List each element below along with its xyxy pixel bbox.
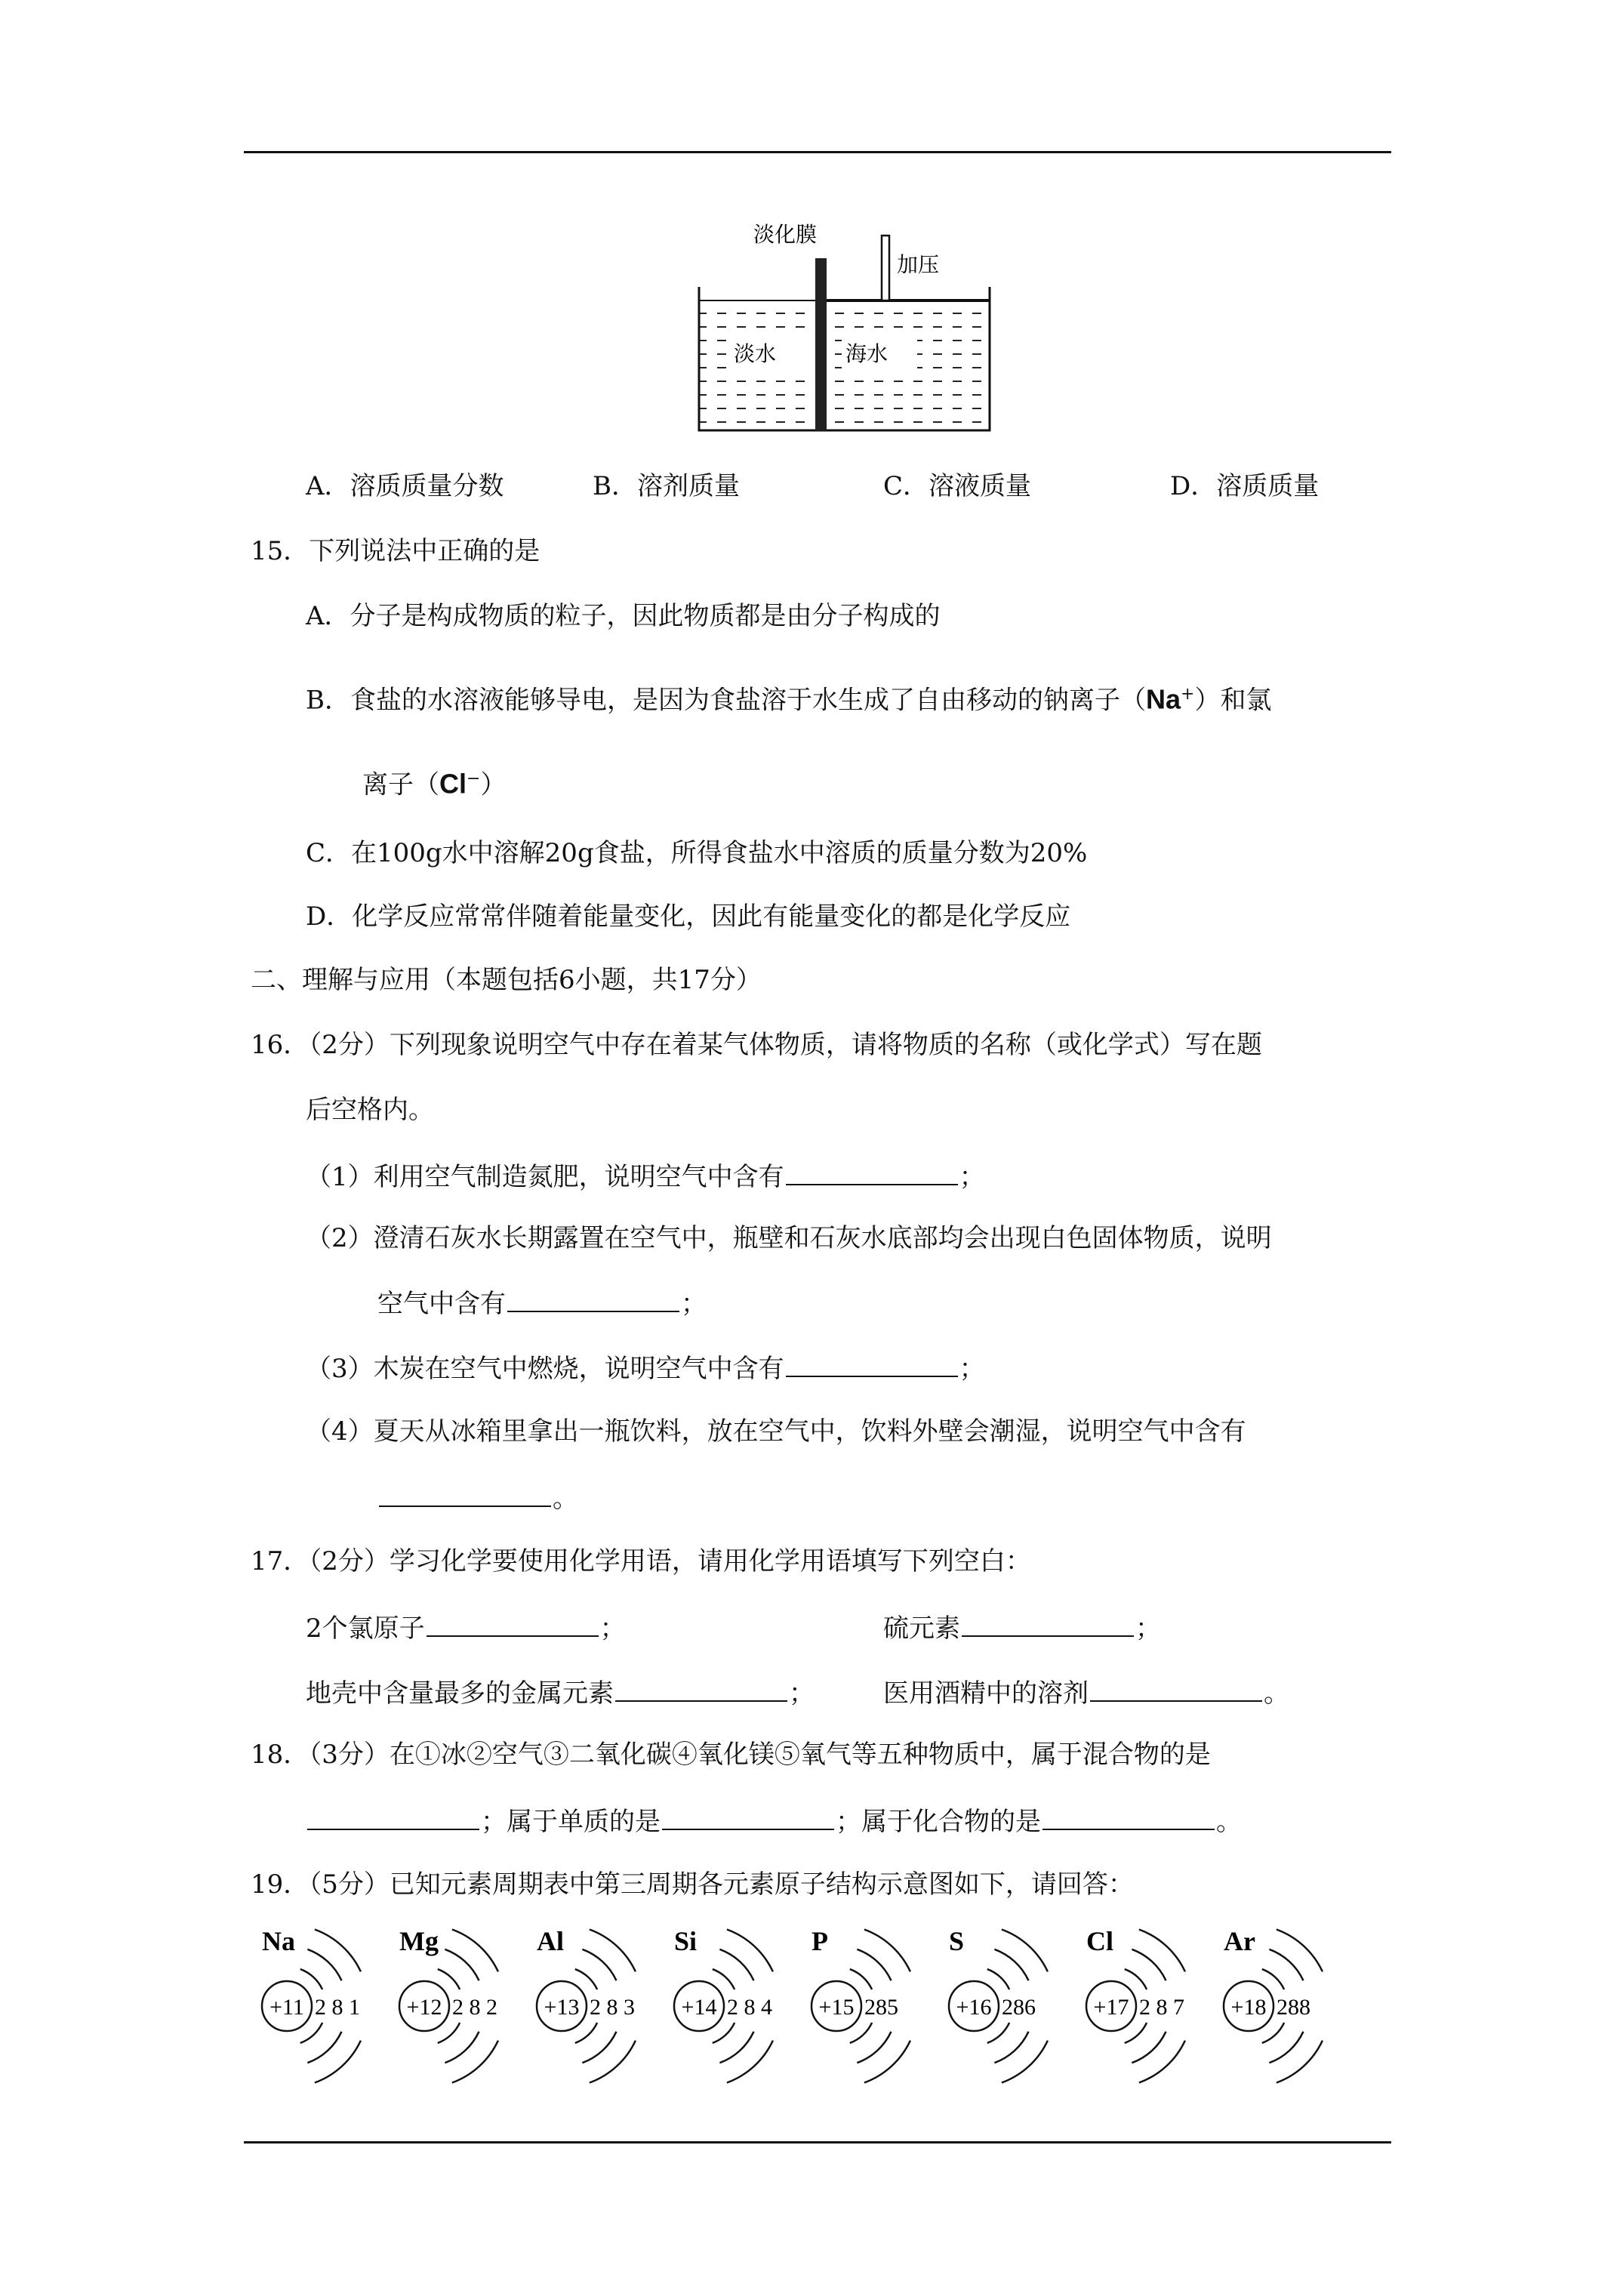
shell-electron-counts: 2 8 4: [727, 1995, 772, 2020]
element-symbol: Cl: [1086, 1926, 1113, 1956]
element-symbol: Na: [262, 1926, 295, 1956]
fresh-water-label: 淡水: [734, 341, 777, 366]
nucleus-charge: +16: [956, 1995, 992, 2020]
shell-electron-counts: 285: [864, 1995, 898, 2020]
atom-diagram-al: [537, 1926, 636, 2083]
shell-electron-counts: 288: [1277, 1995, 1310, 2020]
q18-stem: 18．（3分）在①冰②空气③二氧化碳④氧化镁⑤氧气等五种物质中，属于混合物的是: [251, 1740, 1211, 1770]
q17-item-1: 2个氯原子 ；: [306, 1610, 626, 1645]
answer-blank[interactable]: [427, 1610, 599, 1637]
shell-electron-counts: 2 8 7: [1139, 1995, 1184, 2020]
q17-item-2: 硫元素 ；: [883, 1610, 1161, 1645]
nucleus-charge: +14: [681, 1995, 717, 2020]
q19-stem: 19．（5分）已知元素周期表中第三周期各元素原子结构示意图如下，请回答：: [251, 1869, 1134, 1900]
answer-blank[interactable]: [379, 1480, 551, 1507]
answer-blank[interactable]: [1042, 1803, 1215, 1830]
atom-diagram-cl: [1086, 1926, 1185, 2083]
q17-item-4: 医用酒精中的溶剂 。: [883, 1675, 1289, 1710]
q16-part-2: （2）澄清石灰水长期露置在空气中，瓶壁和石灰水底部均会出现白色固体物质，说明: [306, 1223, 1272, 1253]
nucleus-charge: +13: [544, 1995, 580, 2020]
q15-option-a: A．分子是构成物质的粒子，因此物质都是由分子构成的: [306, 601, 941, 631]
q17-item-3: 地壳中含量最多的金属元素 ；: [306, 1675, 815, 1710]
element-symbol: Mg: [399, 1926, 439, 1956]
atom-diagram-ar: [1224, 1926, 1323, 2083]
q16-stem-continued: 后空格内。: [306, 1095, 434, 1125]
q16-part-4-continued: 。: [377, 1480, 578, 1515]
answer-blank[interactable]: [615, 1675, 787, 1702]
element-symbol: Ar: [1224, 1926, 1255, 1956]
atom-diagram-mg: [399, 1926, 498, 2083]
element-symbol: Si: [674, 1926, 698, 1956]
nucleus-charge: +18: [1230, 1995, 1267, 2020]
membrane-diagram: [694, 211, 996, 445]
header-rule: [244, 151, 1391, 153]
shell-electron-counts: 2 8 2: [452, 1995, 497, 2020]
nucleus-charge: +12: [406, 1995, 442, 2020]
q15-stem: 15．下列说法中正确的是: [251, 536, 540, 566]
nucleus-charge: +15: [818, 1995, 855, 2020]
element-symbol: P: [812, 1926, 828, 1956]
q17-stem: 17．（2分）学习化学要使用化学用语，请用化学用语填写下列空白：: [251, 1546, 1031, 1576]
q15-option-b: B．食盐的水溶液能够导电，是因为食盐溶于水生成了自由移动的钠离子（Na+）和氯: [306, 683, 1272, 716]
atom-diagram-na: [262, 1926, 361, 2083]
q16-part-4: （4）夏天从冰箱里拿出一瓶饮料，放在空气中，饮料外壁会潮湿，说明空气中含有: [306, 1416, 1246, 1447]
atom-diagram-s: [949, 1926, 1048, 2083]
nucleus-charge: +11: [269, 1995, 304, 2020]
q16-part-1: （1）利用空气制造氮肥，说明空气中含有 ；: [306, 1158, 985, 1194]
answer-blank[interactable]: [662, 1803, 834, 1830]
shell-electron-counts: 2 8 1: [315, 1995, 360, 2020]
answer-blank[interactable]: [962, 1610, 1134, 1637]
q15-option-d: D．化学反应常常伴随着能量变化，因此有能量变化的都是化学反应: [306, 901, 1071, 932]
q16-stem: 16．（2分）下列现象说明空气中存在着某气体物质，请将物质的名称（或化学式）写在题: [251, 1030, 1262, 1060]
q18-line-2: ；属于单质的是 ；属于化合物的是 。: [306, 1803, 1242, 1838]
answer-blank[interactable]: [786, 1350, 958, 1377]
element-symbol: S: [949, 1926, 965, 1956]
q14-option-c: C．溶液质量: [883, 471, 1032, 501]
shell-electron-counts: 286: [1002, 1995, 1036, 2020]
q16-part-3: （3）木炭在空气中燃烧，说明空气中含有 ；: [306, 1350, 985, 1385]
atomic-structure-diagrams: [253, 1914, 1400, 2095]
membrane-label: 淡化膜: [753, 222, 818, 247]
atom-diagram-si: [674, 1926, 773, 2083]
q14-option-a: A．溶质质量分数: [306, 471, 504, 501]
q16-part-2-continued: 空气中含有 ；: [377, 1285, 707, 1321]
q14-option-b: B．溶剂质量: [593, 471, 740, 501]
answer-blank[interactable]: [307, 1803, 479, 1830]
element-symbol: Al: [537, 1926, 564, 1956]
answer-blank[interactable]: [786, 1158, 958, 1185]
pressure-label: 加压: [897, 252, 940, 277]
q15-option-c: C．在100g水中溶解20g食盐，所得食盐水中溶质的质量分数为20%: [306, 838, 1088, 868]
atom-diagram-p: [812, 1926, 910, 2083]
nucleus-charge: +17: [1093, 1995, 1129, 2020]
footer-rule: [244, 2141, 1391, 2143]
section-heading: 二、理解与应用（本题包括6小题，共17分）: [251, 965, 762, 995]
answer-blank[interactable]: [507, 1285, 679, 1312]
q14-option-d: D．溶质质量: [1170, 471, 1320, 501]
q15-option-b-continued: 离子（Cl−）: [362, 768, 507, 800]
sea-water-label: 海水: [845, 341, 888, 366]
shell-electron-counts: 2 8 3: [590, 1995, 635, 2020]
answer-blank[interactable]: [1090, 1675, 1262, 1702]
